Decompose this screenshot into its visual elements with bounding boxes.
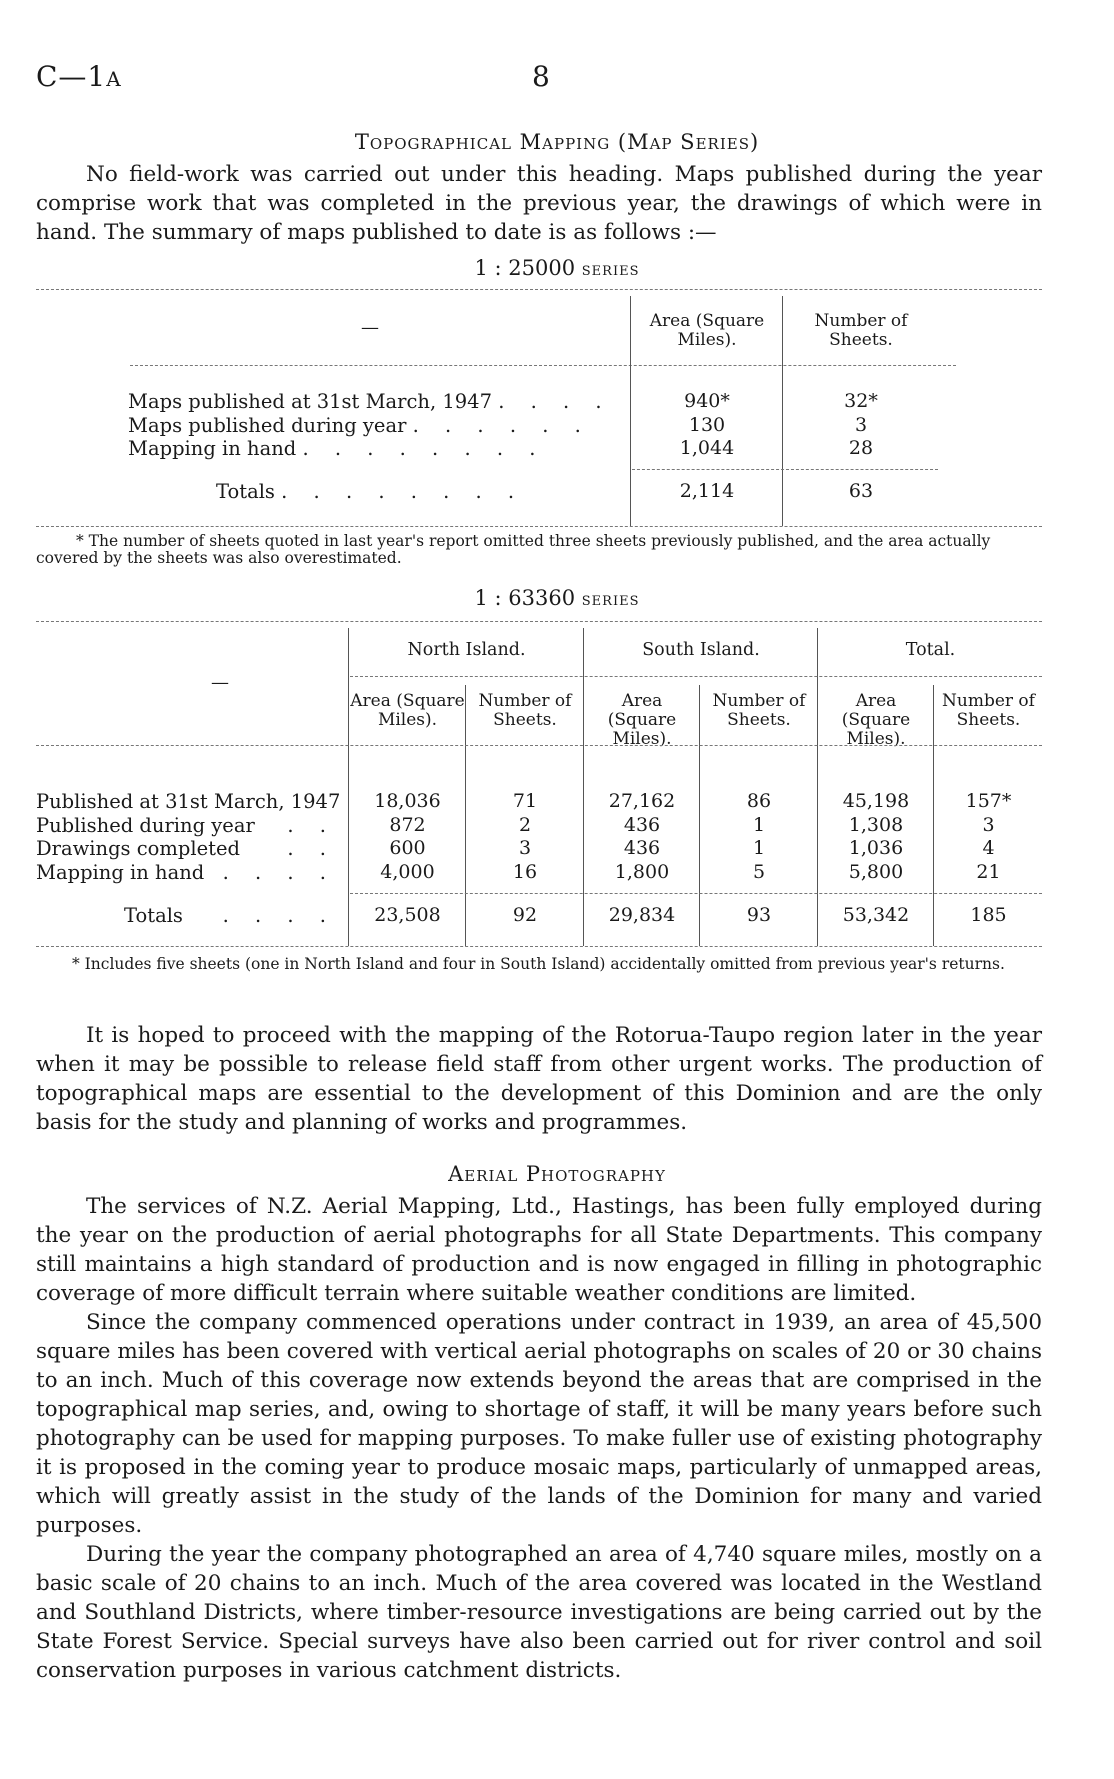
table1-header-area: Area (Square Miles).: [649, 311, 765, 350]
table1-footnote: * The number of sheets quoted in last year's report omitted three sheets previously published, and the area actually covered by the sheets was also overestimated.: [36, 532, 991, 567]
table1-col-divider-2: [782, 296, 783, 526]
section-heading-aerial: Aerial Photography: [448, 1162, 666, 1186]
cell-north-sheets: 16: [512, 861, 538, 883]
cell-sheets: 3: [854, 414, 868, 436]
group-header-south-island: South Island.: [642, 640, 760, 660]
table2-series-word: series: [581, 589, 640, 610]
cell-total-area-total: 53,342: [842, 904, 910, 926]
cell-total-sheets: 21: [976, 861, 1001, 883]
table1-header-sheets: Number of Sheets.: [814, 311, 908, 350]
row-label: Maps published during year . . . . . .: [128, 414, 591, 437]
table1-totals-rule: [632, 469, 938, 470]
cell-south-area: 27,162: [608, 790, 676, 812]
cell-south-area: 436: [623, 837, 661, 859]
cell-north-area-total: 23,508: [374, 904, 441, 926]
cell-area: 1,044: [679, 437, 735, 459]
aerial-paragraph-3: During the year the company photographed an area of 4,740 square miles, mostly on a basic scale of 20 chains to an inch. Much of the area covered was located in the Westland and Southland Districts, where timber-resource investigations are being carried out by the State Forest Service. Special surveys have also been carried out for river control and soil conservation purposes in various catchment districts.: [36, 1542, 1042, 1683]
header-sheets-north: Number of Sheets.: [478, 691, 572, 730]
row-label: Mapping in hand . . . . . . . .: [128, 437, 546, 460]
table1-header-rule: [130, 365, 956, 366]
row-label: Drawings completed . .: [36, 837, 336, 860]
row-label: Maps published at 31st March, 1947 . . . .: [128, 390, 612, 413]
cell-sheets: 28: [848, 437, 874, 459]
cell-total-sheets: 157*: [965, 790, 1012, 812]
table1-top-rule: [36, 289, 1042, 290]
table2-group-rule: [350, 676, 1042, 677]
row-label: Published during year . .: [36, 814, 336, 837]
cell-north-area: 4,000: [380, 861, 435, 883]
table2-footnote: * Includes five sheets (one in North Island and four in South Island) accidentally omitted from previous year's returns.: [72, 955, 1005, 973]
cell-north-area: 872: [389, 814, 426, 836]
table2-title: [0, 586, 1114, 610]
table2-totals-rule: [350, 893, 1042, 894]
cell-total-area: 5,800: [848, 861, 904, 883]
cell-north-area: 600: [389, 837, 426, 859]
table2-header-rule: [36, 745, 1042, 746]
aerial-paragraph-1: The services of N.Z. Aerial Mapping, Ltd., Hastings, has been fully employed during the year on the production of aerial photographs for all State Departments. This company still maintains a high standard of production and is now engaged in filling in photographic coverage of more difficult terrain where suitable weather conditions are limited.: [36, 1194, 1042, 1306]
cell-south-area: 436: [623, 814, 661, 836]
table2-scale: 1 : 63360: [474, 586, 576, 610]
table2-top-rule: [36, 621, 1042, 622]
cell-south-sheets: 86: [746, 790, 772, 812]
header-area-north: Area (Square Miles).: [350, 691, 465, 730]
header-sheets-total: Number of Sheets.: [942, 691, 1035, 730]
row-label: Mapping in hand . . . .: [36, 861, 336, 884]
table1-title: [0, 256, 1114, 280]
cell-total-area: 1,036: [848, 837, 904, 859]
header-area-south: Area (Square Miles).: [607, 691, 677, 749]
cell-north-sheets: 3: [518, 837, 532, 859]
cell-south-area: 1,800: [614, 861, 670, 883]
table1-blank-header: —: [361, 317, 379, 338]
cell-area: 130: [688, 414, 726, 436]
header-area-total: Area (Square Miles).: [841, 691, 911, 749]
cell-area-total: 2,114: [679, 480, 735, 502]
table1-scale: 1 : 25000: [474, 256, 576, 280]
table2-col-divider: [465, 685, 466, 946]
table1-series-word: series: [581, 259, 640, 280]
cell-south-sheets: 1: [752, 814, 766, 836]
row-label: Published at 31st March, 1947: [36, 790, 341, 813]
table2-blank-header: —: [211, 672, 229, 693]
section-heading-topographical: Topographical Mapping (Map Series): [354, 130, 760, 154]
cell-total-sheets: 3: [982, 814, 995, 836]
cell-south-sheets: 1: [752, 837, 766, 859]
row-label: Totals . . . . . . . .: [216, 480, 525, 503]
cell-north-sheets: 2: [518, 814, 532, 836]
page-number: 8: [532, 60, 550, 93]
cell-south-sheets-total: 93: [746, 904, 772, 926]
document-reference: C—1a: [36, 60, 122, 93]
cell-sheets: 32*: [844, 390, 878, 412]
row-label: Totals . . . .: [124, 904, 336, 927]
group-header-total: Total.: [905, 640, 956, 660]
cell-south-area-total: 29,834: [608, 904, 676, 926]
table2-col-divider: [933, 685, 934, 946]
group-header-north-island: North Island.: [407, 640, 526, 660]
cell-total-sheets-total: 185: [970, 904, 1007, 926]
aerial-paragraph-2: Since the company commenced operations under contract in 1939, an area of 45,500 square miles has been covered with vertical aerial photographs on scales of 20 or 30 chains to an inch. Much of this coverage now extends beyond the areas that are comprised in the topographical map series, and, owing to shortage of staff, it will be many years before such photography can be used for mapping purposes. To make fuller use of existing photography it is proposed in the coming year to produce mosaic maps, particularly of unmapped areas, which will greatly assist in the study of the lands of the Dominion for many and varied purposes.: [36, 1310, 1042, 1538]
cell-south-sheets: 5: [752, 861, 766, 883]
cell-north-sheets-total: 92: [512, 904, 538, 926]
cell-total-sheets: 4: [982, 837, 995, 859]
cell-north-area: 18,036: [374, 790, 441, 812]
cell-area: 940*: [684, 390, 730, 412]
section-intro-paragraph: No field-work was carried out under this heading. Maps published during the year comprise work that was completed in the previous year, the drawings of which were in hand. The summary of maps published to date is as follows :—: [36, 162, 1042, 245]
cell-total-area: 1,308: [848, 814, 904, 836]
table2-col-divider: [699, 685, 700, 946]
table2-bottom-rule: [36, 946, 1042, 947]
cell-north-sheets: 71: [512, 790, 538, 812]
cell-sheets-total: 63: [848, 480, 874, 502]
table2-col-divider: [348, 628, 349, 946]
table1-bottom-rule: [36, 526, 1042, 527]
rotorua-paragraph: It is hoped to proceed with the mapping of the Rotorua-Taupo region later in the year when it may be possible to release field staff from other urgent works. The production of topographical maps are essential to the development of this Dominion and are the only basis for the study and planning of works and programmes.: [36, 1023, 1042, 1135]
header-sheets-south: Number of Sheets.: [712, 691, 806, 730]
cell-total-area: 45,198: [842, 790, 910, 812]
table1-col-divider-1: [630, 296, 631, 526]
